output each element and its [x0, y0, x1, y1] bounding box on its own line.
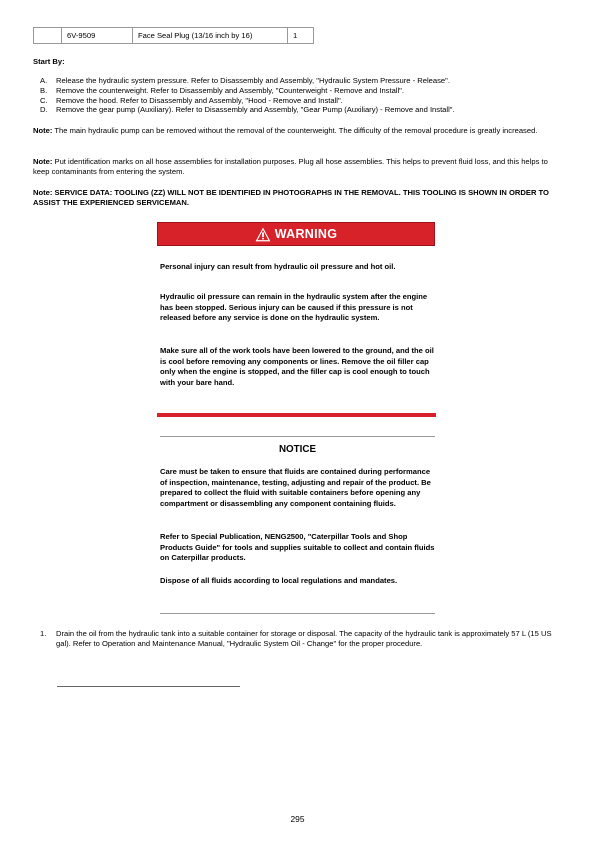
part-quantity-cell: 1 [288, 28, 314, 44]
list-item-text: Remove the hood. Refer to Disassembly and Assembly, "Hood - Remove and Install". [56, 95, 343, 105]
list-item-text: Remove the gear pump (Auxiliary). Refer to Disassembly and Assembly, "Gear Pump (Auxiliary) - Remove and Install". [56, 105, 455, 115]
part-description-cell: Face Seal Plug (13/16 inch by 16) [133, 28, 288, 44]
note-paragraph [33, 126, 563, 136]
table-cell-blank [34, 28, 62, 44]
list-item [40, 76, 560, 86]
notice-paragraph: Care must be taken to ensure that fluids are contained during performance of inspection, maintenance, testing, adjusting and repair of the product. Be prepared to collect the fluid with suitable containers before opening any compartment or disassembling any component containing fluids. [160, 467, 431, 508]
note-text: SERVICE DATA: TOOLING (ZZ) WILL NOT BE IDENTIFIED IN PHOTOGRAPHS IN THE REMOVAL. THIS TOOLING IS SHOWN IN ORDER TO ASSIST THE EXPERIENCED SERVICEMAN. [33, 188, 549, 208]
step-text: Drain the oil from the hydraulic tank into a suitable container for storage or disposal. The capacity of the hydraulic tank is approximately 57 L (15 US gal). Refer to Operation and Maintenance Manual, "Hydraulic System Oil - Change" for the proper procedure. [56, 629, 552, 649]
list-marker: A. [40, 76, 48, 85]
notice-paragraph: Dispose of all fluids according to local regulations and mandates. [160, 576, 398, 585]
list-item [40, 96, 560, 106]
notice-paragraph: Refer to Special Publication, NENG2500, "Caterpillar Tools and Shop Products Guide" for tools and supplies suitable to collect and contain fluids on Caterpillar products. [160, 532, 435, 563]
service-data-note [33, 188, 563, 208]
page-number: 295 [290, 814, 305, 824]
warning-bottom-rule [157, 413, 436, 417]
warning-paragraph: Make sure all of the work tools have been lowered to the ground, and the oil is cool before removing any components or lines. Remove the oil filler cap only when the engine is stopped, and the filler cap is cool enough to touch with your bare hand. [160, 346, 434, 387]
table-row [34, 28, 314, 44]
notice-top-rule [160, 436, 435, 437]
warning-label: WARNING [274, 227, 338, 241]
list-item [40, 86, 560, 96]
step-number: 1. [40, 629, 47, 638]
list-item-text: Remove the counterweight. Refer to Disassembly and Assembly, "Counterweight - Remove and Install". [56, 85, 404, 95]
note-label: Note: [33, 188, 53, 197]
warning-triangle-icon [255, 227, 271, 242]
start-by-list [40, 76, 560, 115]
note-label: Note: [33, 157, 53, 166]
warning-banner [157, 222, 435, 246]
note-paragraph [33, 157, 563, 177]
part-number-cell: 6V-9509 [62, 28, 133, 44]
note-label: Note: [33, 126, 53, 135]
notice-bottom-rule [160, 613, 435, 614]
notice-title: NOTICE [278, 444, 316, 455]
start-by-heading: Start By: [33, 57, 65, 66]
warning-paragraph: Personal injury can result from hydraulic oil pressure and hot oil. [160, 262, 396, 271]
warning-paragraph: Hydraulic oil pressure can remain in the hydraulic system after the engine has been stopped. Serious injury can be caused if this pressure is not released before any service is done on the hydraulic system. [160, 292, 428, 323]
list-item-text: Release the hydraulic system pressure. Refer to Disassembly and Assembly, "Hydraulic System Pressure - Release". [56, 76, 450, 85]
parts-table [33, 27, 314, 44]
list-marker: D. [40, 105, 48, 115]
list-item [40, 105, 560, 115]
list-marker: B. [40, 85, 48, 95]
footnote-rule [57, 686, 240, 687]
note-text: The main hydraulic pump can be removed without the removal of the counterweight. The difficulty of the removal procedure is greatly increased. [52, 126, 538, 135]
list-marker: C. [40, 95, 48, 105]
note-text: Put identification marks on all hose assemblies for installation purposes. Plug all hose assemblies. This helps to prevent fluid loss, and this helps to keep contaminants from entering the system. [33, 157, 548, 177]
